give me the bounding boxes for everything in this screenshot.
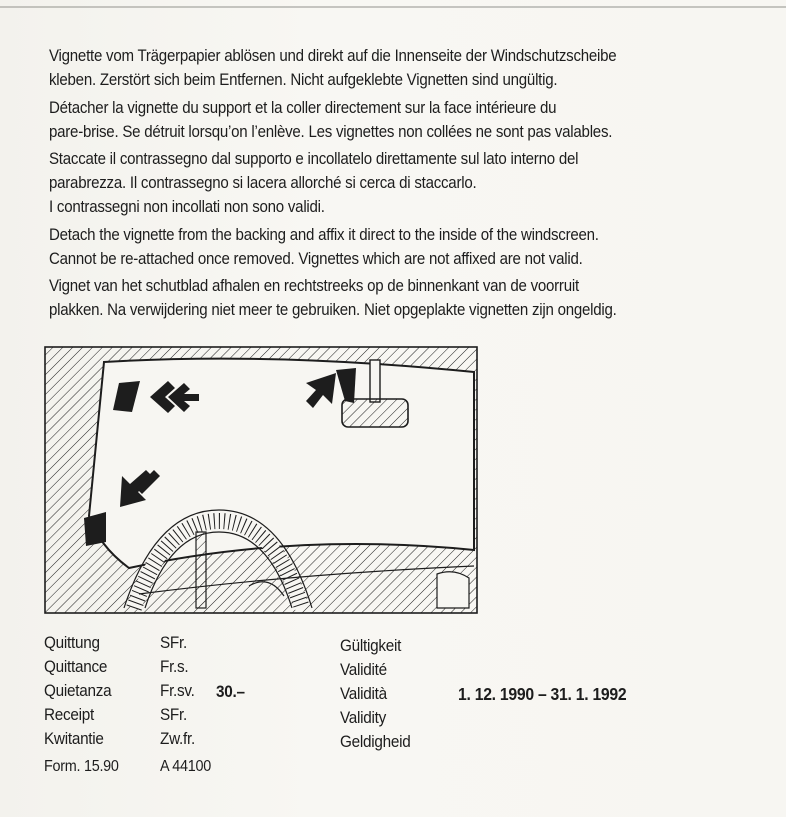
validity-labels [340,634,410,754]
instruction-italian: Staccate il contrassegno dal supporto e incollatelo direttamente sul lato interno del parabrezza. Il contrassegno si lacera allorché si cerca di staccarlo. I contrassegni non incollati non sono validi. [49,150,579,216]
currency-fr: Fr.s. [160,657,189,676]
receipt-label-it: Quietanza [44,681,112,700]
currency-nl: Zw.fr. [160,729,195,748]
receipt-label-fr: Quittance [44,657,108,676]
receipt-label-de: Quittung [44,633,100,652]
currency-it: Fr.sv. [160,681,195,700]
validity-period: 1. 12. 1990 – 31. 1. 1992 [458,684,627,704]
receipt-label-en: Receipt [44,705,94,724]
validity-label-nl: Geldigheid [340,732,411,751]
receipt-labels [44,631,111,751]
validity-label-it: Validità [340,684,387,703]
side-mirror-outline [437,572,469,608]
perforation-edge [0,6,786,8]
windscreen-diagram [44,346,478,614]
currency-labels [160,631,195,751]
instruction-german: Vignette vom Trägerpapier ablösen und direkt auf die Innenseite der Windschutzscheibe kleben. Zerstört sich beim Entfernen. Nicht aufgeklebte Vignetten sind ungültig. [49,47,617,89]
instruction-dutch: Vignet van het schutblad afhalen en rechtstreeks op de binnenkant van de voorruit plakken. Na verwijdering niet meer te gebruiken. Niet opgeplakte vignetten zijn ongeldig. [49,277,617,319]
currency-de: SFr. [160,633,187,652]
instruction-french: Détacher la vignette du support et la coller directement sur la face intérieure du pare-brise. Se détruit lorsqu’on l’enlève. Les vignettes non collées ne sont pas valables. [49,98,613,141]
instructions-block [49,44,711,326]
currency-en: SFr. [160,705,187,724]
validity-label-fr: Validité [340,660,387,679]
validity-label-en: Validity [340,708,387,727]
receipt-label-nl: Kwitantie [44,729,104,748]
instruction-english: Detach the vignette from the backing and affix it direct to the inside of the windscreen. Cannot be re-attached once removed. Vignettes which are not affixed are not valid. [49,225,599,268]
validity-label-de: Gültigkeit [340,636,402,655]
receipt-amount: 30.– [216,682,245,701]
form-number: Form. 15.90 [44,758,119,775]
windscreen-outline [89,359,474,568]
serial-number: A 44100 [160,758,211,775]
